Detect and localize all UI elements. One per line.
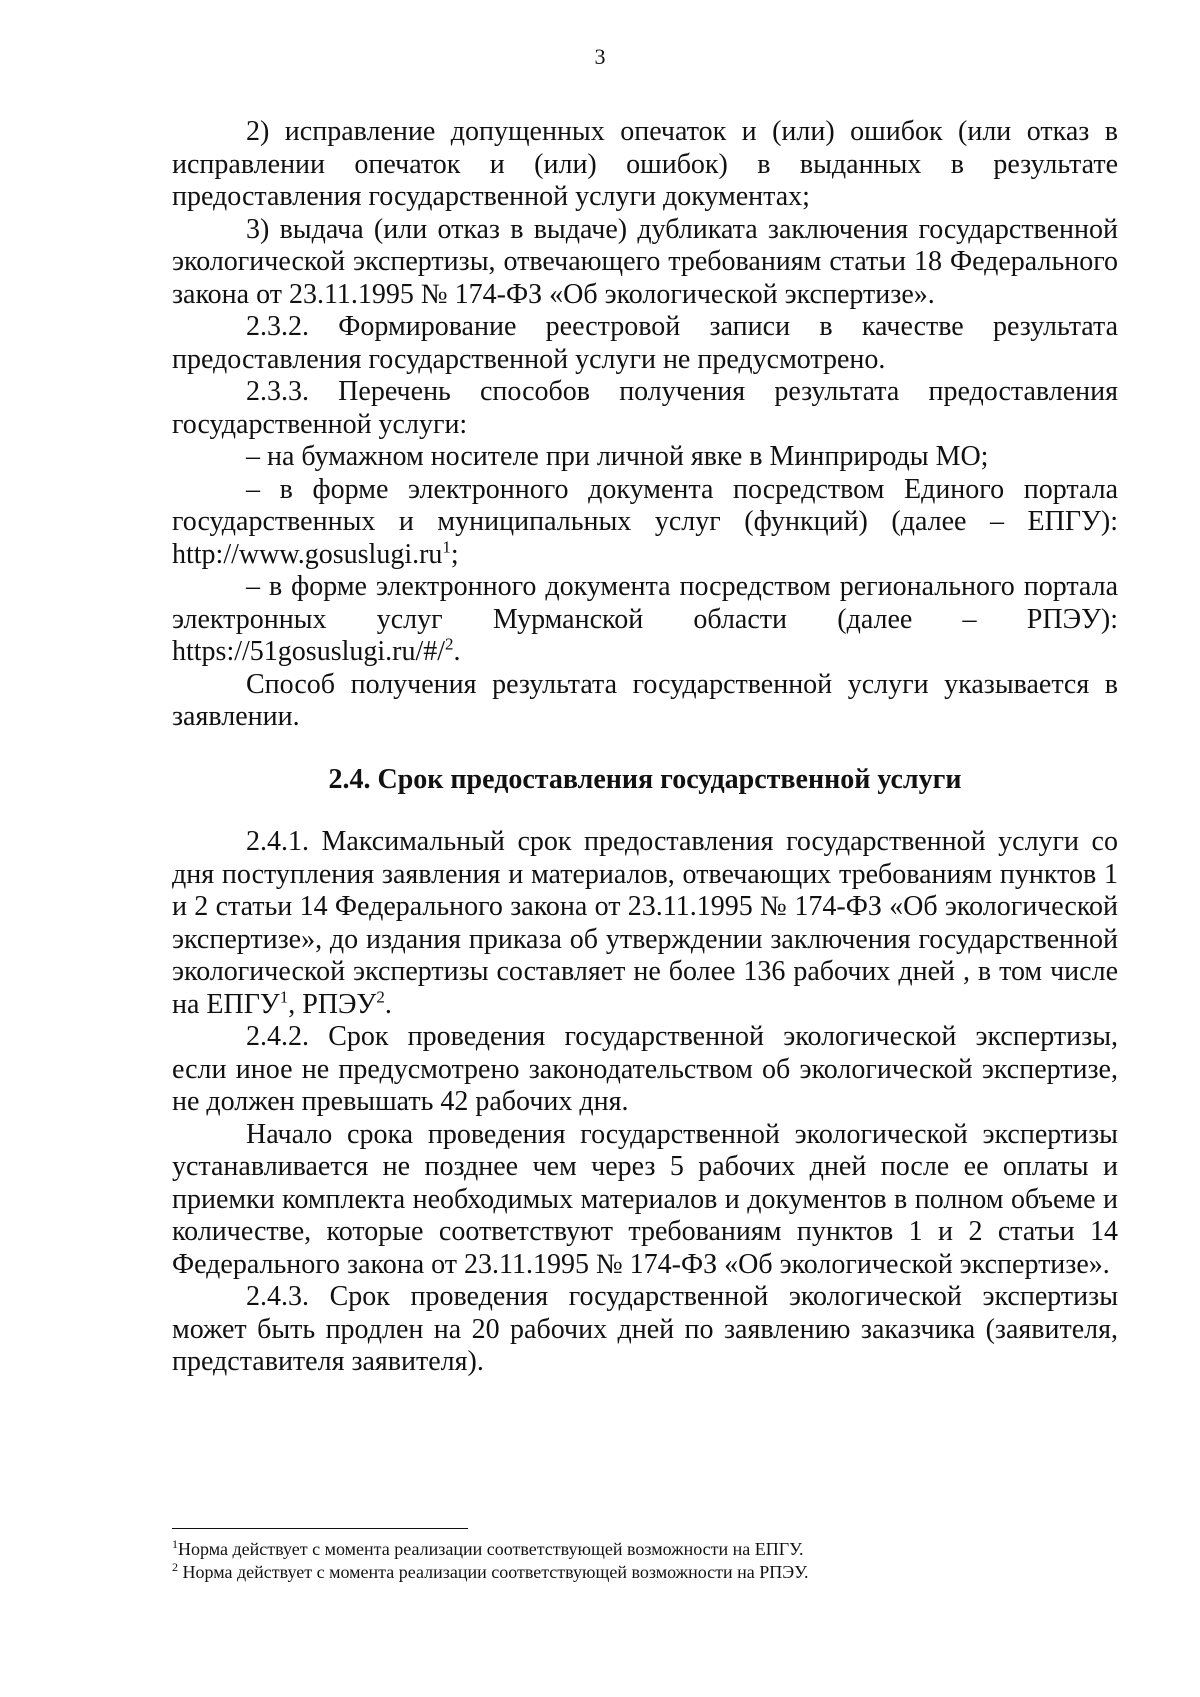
list-item-epgu-text: – в форме электронного документа посредством Единого портала государственных и муниципальных услуг (функций) (далее – ЕПГУ): http://www.gosuslugi.ru (172, 473, 1118, 570)
footnote-1-text: Норма действует с момента реализации соответствующей возможности на ЕПГУ. (178, 1539, 804, 1559)
footnote-2-text: Норма действует с момента реализации соответствующей возможности на РПЭУ. (178, 1562, 809, 1582)
footnote-ref-1: 1 (442, 537, 451, 557)
paragraph-2-4-3: 2.4.3. Срок проведения государственной экологической экспертизы может быть продлен на 20 рабочих дней по заявлению заказчика (заявителя, представителя заявителя). (172, 1281, 1118, 1377)
footnote-1 (172, 1538, 1118, 1561)
list-item-rpeu (172, 571, 1118, 669)
footnote-ref-2: 2 (445, 634, 454, 654)
section-heading: 2.4. Срок предоставления государственной услуги (328, 763, 962, 795)
list-item-paper: – на бумажном носителе при личной явке в Минприроды МО; (246, 441, 989, 472)
footnote-ref-1b: 1 (279, 987, 289, 1007)
list-item-epgu-suffix: ; (450, 538, 459, 570)
paragraph-2-3-3: 2.3.3. Перечень способов получения результата предоставления государственной услуги: (172, 376, 1118, 440)
paragraph-item-3: 3) выдача (или отказ в выдаче) дубликата заключения государственной экологической экспертизы, отвечающего требованиям статьи 18 Федерального закона от 23.11.1995 № 174-ФЗ «Об экологической экспертизе». (172, 213, 1118, 310)
list-item-rpeu-text: – в форме электронного документа посредством регионального портала электронных услуг Мурманской области (далее – РПЭУ): https://51gosuslugi.ru/#/ (172, 571, 1118, 667)
footnote-2 (172, 1561, 1118, 1584)
paragraph-term-start: Начало срока проведения государственной экологической экспертизы устанавливается не позднее чем через 5 рабочих дней после ее оплаты и приемки комплекта необходимых материалов и документов в полном объеме и количестве, которые соответствуют требованиям пунктов 1 и 2 статьи 14 Федерального закона от 23.11.1995 № 174-ФЗ «Об экологической экспертизе». (172, 1118, 1118, 1280)
list-item-rpeu-suffix: . (453, 636, 461, 667)
paragraph-result-method: Способ получения результата государственной услуги указывается в заявлении. (172, 668, 1118, 732)
document-body (172, 116, 1118, 1379)
paragraph-2-4-1-text: 2.4.1. Максимальный срок предоставления государственной услуги со дня поступления заявления и материалов, отвечающих требованиям пунктов 1 и 2 статьи 14 Федерального закона от 23.11.1995 № 174-ФЗ «Об экологической экспертизе», до издания приказа об утверждении заключения государственной экологической экспертизы составляет не более 136 рабочих дней , в том числе на ЕПГУ (172, 826, 1118, 1020)
footnote-ref-2b: 2 (376, 987, 385, 1007)
paragraph-2-3-2: 2.3.2. Формирование реестровой записи в качестве результата предоставления государственной услуги не предусмотрено. (172, 311, 1118, 375)
page-number: 3 (594, 44, 606, 69)
footnote-separator (172, 1528, 468, 1529)
paragraph-2-4-1-mid: , РПЭУ (288, 988, 377, 1020)
paragraph-2-4-2: 2.4.2. Срок проведения государственной экологической экспертизы, если иное не предусмотрено законодательством об экологической экспертизе, не должен превышать 42 рабочих дня. (172, 1021, 1118, 1117)
paragraph-2-4-1 (172, 826, 1118, 1021)
paragraph-item-2: 2) исправление допущенных опечаток и (или) ошибок (или отказ в исправлении опечаток и (или) ошибок) в выданных в результате предоставления государственной услуги документах; (172, 116, 1118, 212)
paragraph-2-4-1-end: . (384, 988, 392, 1020)
footnote-2-mark: 2 (172, 1560, 178, 1574)
footnotes (172, 1538, 1118, 1584)
footnote-1-mark: 1 (172, 1537, 178, 1551)
list-item-epgu (172, 474, 1118, 572)
